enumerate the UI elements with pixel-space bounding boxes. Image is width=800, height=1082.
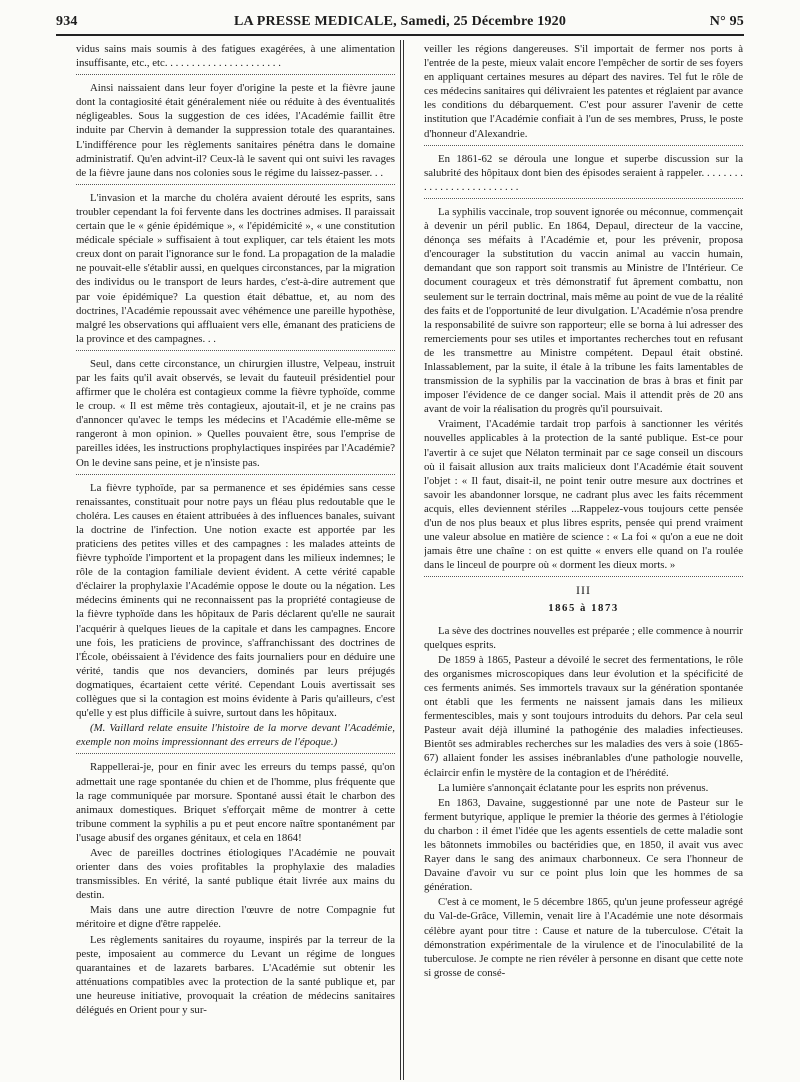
paragraph: Avec de pareilles doctrines étiologiques l'Académie ne pouvait orienter dans des voies profitables la prophylaxie des maladies transmissibles. En vérité, la santé publique était livrée aux mains du destin. xyxy=(76,846,395,902)
paragraph: veiller les régions dangereuses. S'il importait de fermer nos ports à l'entrée de la peste, mieux valait encore l'empêcher de sortir de ses foyers en appliquant certaines mesures au départ des navires. Tel fut le rôle de ces médecins sanitaires qui délivraient les patentes et réglaient par avance les conditions du débarquement. C'est pour assurer l'avenir de cette institution que l'Académie confiait à l'un de ses membres, Pruss, le poste d'honneur d'Alexandrie. xyxy=(424,43,743,140)
dotted-separator xyxy=(76,350,395,351)
paragraph: De 1859 à 1865, Pasteur a dévoilé le secret des fermentations, le rôle des organismes microscopiques dans leur évolution et la spécificité de ces ferments animés. Ses immortels travaux sur la génération spontanée ont établi que les ferments ne naissent jamais dans les milieux fermentescibles, mais y sont toujours introduits du dehors. Par cela seul Pasteur avait déjà illuminé la pathogénie des maladies infectieuses. Bientôt ses admirables recherches sur les maladies des vers à soie (1865-67) allaient fonder les assises inébranlables d'une pathologie nouvelle, éclaircir enfin le mystère de la contagion et de l'hérédité. xyxy=(424,653,743,779)
dotted-separator xyxy=(76,74,395,75)
paragraph: La fièvre typhoïde, par sa permanence et ses épidémies sans cesse renaissantes, constituait pour notre pays un fléau plus redoutable que le choléra. Les causes en étaient attribuées à des influences banales, suivant la doctrine de l'infection. Une notion exacte est apportée par les praticiens des petites villes et des campagnes : les malades atteints de fièvre typhoïde l'importent et la propagent dans les milieux indemnes; le rôle de la contagion familiale devient évident. A cette vérité capable d'éclairer la prophylaxie l'Académie oppose le doute ou la négation. Les médecins éminents qui ne reconnaissent pas la propriété contagieuse de la fièvre typhoïde dans les hôpitaux de Paris déclarent qu'elle ne saurait l'acquérir à quelques lieues de la capitale et dans les campagnes. Encore une fois, les praticiens de province, s'affranchissant des doctrines de l'École, obéissaient à l'évidence des faits journaliers pour en déduire une vérité, tandis que nos devanciers, dominés par leurs préjugés dogmatiques, écartaient cette vérité. Cependant Louis avertissait ses collègues que si la contagion est moins évidente à Paris qu'ailleurs, c'est qu'elle y est plus difficile à suivre, surtout dans les hôpitaux. xyxy=(76,481,395,720)
paragraph: Les règlements sanitaires du royaume, inspirés par la terreur de la peste, imposaient au commerce du Levant un régime de longues quarantaines et de lazarets barbares. L'Académie sut obtenir les atténuations compatibles avec la protection de la santé publique et, par une heureuse initiative, provoquait la création de médecins sanitaires délégués en Orient pour y sur- xyxy=(76,933,395,1016)
dotted-separator xyxy=(424,198,743,199)
issue-number: N° 95 xyxy=(709,14,744,29)
paragraph: vidus sains mais soumis à des fatigues exagérées, à une alimentation insuffisante, etc., etc. . . . . . . . . . . . . . . . . . . . . . xyxy=(76,43,395,70)
paragraph: En 1863, Davaine, suggestionné par une note de Pasteur sur le ferment butyrique, applique le premier la théorie des germes à l'étiologie du charbon : il émet l'idée que les agents essentiels de cette maladie sont les bâtonnets immobiles ou bactéridies que, en 1850, il avait vus avec Rayer dans le sang des animaux charbonneux. Ce sera l'honneur de Davaine d'avoir vu sur ce point plus loin que les hommes de sa génération. xyxy=(424,796,743,894)
paragraph: Seul, dans cette circonstance, un chirurgien illustre, Velpeau, instruit par les faits qu'il avait observés, se levait du fauteuil présidentiel pour affirmer que le choléra est contagieux comme la fièvre typhoïde, comme le croup. « Il est même très contagieux, ajoutait-il, et je ne crains pas d'annoncer qu'avec le temps les médecins et l'Académie elle-même se rangeront à mon opinion. » Quelles pouvaient être, sous l'emprise de pareilles idées, les instructions prophylactiques inspirées par l'Académie? On le devine sans peine, et je n'insiste pas. xyxy=(76,357,395,469)
paragraph: En 1861-62 se déroula une longue et superbe discussion sur la salubrité des hôpitaux dont bien des épisodes seraient à rappeler. . . . . . . . . . . . . . . . . . . . . . . . . . xyxy=(424,152,743,193)
section-title: 1865 à 1873 xyxy=(548,602,619,615)
dotted-separator xyxy=(424,576,743,577)
paragraph: Mais dans une autre direction l'œuvre de notre Compagnie fut méritoire et digne d'être rappelée. xyxy=(76,904,395,931)
dotted-separator xyxy=(424,145,743,146)
paragraph: L'invasion et la marche du choléra avaient dérouté les esprits, sans troubler cependant la foi fervente dans les doctrines admises. Il paraissait certain que le « génie épidémique », « l'épidémicité », « une constitution médicale spéciale » suffisaient à tout expliquer, car tels étaient les mots creux dont on parait l'ignorance sur le fond. La propagation de la maladie ne pouvait-elle s'établir aussi, en quelques circonstances, par la migration des individus ou le transport de leurs hardes, c'est-à-dire autrement que par voie épidémique? La question était débattue, et, au nom des doctrines, l'Académie repoussait avec véhémence une pareille hypothèse, malgré les observations qui affluaient vers elle, émanant des praticiens de la province et des campagnes. . . xyxy=(76,191,395,345)
right-column xyxy=(424,42,743,1078)
paragraph: La sève des doctrines nouvelles est préparée ; elle commence à nourrir quelques esprits. xyxy=(424,624,743,651)
dotted-separator xyxy=(76,753,395,754)
paragraph: Vraiment, l'Académie tardait trop parfois à sanctionner les vérités nouvelles applicables à la protection de la santé publique. Est-ce pour l'avertir à ce sujet que Nélaton terminait par ce sage conseil un discours où il faisait allusion aux traits malicieux dont l'Académie était souvent l'objet : « Il faut, disait-il, ne point tenir outre mesure aux doctrines et savoir les abandonner lorsque, ne cadrant plus avec les faits récemment acquis, elles deviennent stériles ...Rappelez-vous toujours cette pensée d'un de nos plus beaux et plus libres esprits, pensée qui prend vraiment une valeur absolue en matière de science : « La foi « qu'on a eue ne doit jamais être une chaîne : on est quitte « envers elle quand on l'a roulée dans le linceul de pourpre où « dorment les dieux morts. » xyxy=(424,418,743,572)
section-numeral: III xyxy=(576,583,591,598)
journal-title: LA PRESSE MEDICALE, Samedi, 25 Décembre 1920 xyxy=(233,14,567,29)
page-header xyxy=(56,12,744,36)
dotted-separator xyxy=(76,184,395,185)
column-divider xyxy=(400,40,404,1080)
paragraph: La syphilis vaccinale, trop souvent ignorée ou méconnue, commençait à devenir un péril public. En 1864, Depaul, directeur de la vaccine, dénonça ses méfaits à l'Académie et, pour les prévenir, proposa d'encourager la substitution du vaccin animal au vaccin humain, demandant que son rapport soit transmis au Ministre de l'Intérieur. Ce document courageux et très démonstratif fut âprement combattu, non seulement sur le terrain doctrinal, mais même au point de vue de la réalité des faits et de l'opportunité de leur divulgation. L'Académie n'osa prendre la responsabilité de suivre son rapporteur; elle se borna à lui adresser des remerciements pour ses utiles et importantes recherches tout en refusant de les transmettre au Ministre compétent. Depaul était obstiné. Inlassablement, par la suite, il étale à la tribune les faits lamentables de transmission de la syphilis par la vaccination de bras à bras et finit par imposer l'évidence de ce danger social. Mais il attendit près de 20 ans avant de voir la réalisation du progrès qu'il poursuivait. xyxy=(424,205,743,416)
paragraph: Rappellerai-je, pour en finir avec les erreurs du temps passé, qu'on admettait une rage spontanée du chien et de l'homme, plus fréquente que la rage communiquée par morsure. Spontané aussi était le charbon des animaux domestiques. Briquet s'efforçait même de montrer à cette tribune comment la syphilis a pu et peut encore naître spontanément par l'usage abusif des organes génitaux, et cela en 1864! xyxy=(76,761,395,844)
paragraph: La lumière s'annonçait éclatante pour les esprits non prévenus. xyxy=(438,781,709,794)
left-column xyxy=(76,42,395,1078)
paragraph: Ainsi naissaient dans leur foyer d'origine la peste et la fièvre jaune dont la contagiosité était généralement niée ou réduite à des éventualités négligeables. Sous la suggestion de ces idées, l'Académie faillit être induite par Chervin à demander la suppression totale des quarantaines. L'indifférence pour les règlements sanitaires pénétra dans le domaine administratif. Qu'en advint-il? Ceux-là le savent qui ont suivi les ravages de la fièvre jaune dans nos colonies sous le régime du laissez-passer. . . xyxy=(76,82,395,179)
dotted-separator xyxy=(76,474,395,475)
paragraph: C'est à ce moment, le 5 décembre 1865, qu'un jeune professeur agrégé du Val-de-Grâce, Villemin, venait lire à l'Académie une note désormais célèbre ayant pour titre : Cause et nature de la tuberculose. C'était la démonstration expérimentale de la virulence et de l'inoculabilité de la tuberculose. Je compte ne rien révéler à personne en disant que cette note si grosse de consé- xyxy=(424,896,743,979)
editorial-note: (M. Vaillard relate ensuite l'histoire de la morve devant l'Académie, exemple non moins impressionnant des erreurs de l'époque.) xyxy=(76,722,395,749)
page-number: 934 xyxy=(56,14,78,29)
